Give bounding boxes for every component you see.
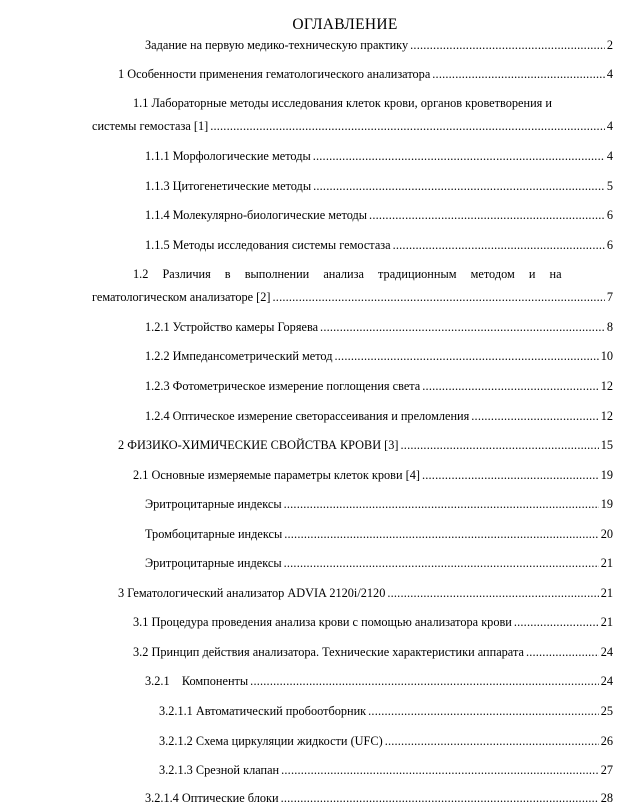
toc-entry[interactable] bbox=[145, 378, 613, 394]
toc-entry-text: 1.2.4 Оптическое измерение светорассеивания и преломления bbox=[145, 409, 470, 423]
toc-page-number: 19 bbox=[600, 468, 613, 482]
toc-entry-text: Тромбоцитарные индексы bbox=[145, 527, 283, 541]
toc-title: ОГЛАВЛЕНИЕ bbox=[292, 16, 398, 33]
toc-entry-text: 1 Особенности применения гематологического анализатора bbox=[118, 67, 431, 81]
toc-entry-text: Эритроцитарные индексы bbox=[145, 497, 282, 511]
toc-leader-dots bbox=[369, 207, 605, 223]
toc-leader-dots bbox=[514, 614, 599, 630]
toc-entry[interactable] bbox=[118, 66, 613, 82]
toc-leader-dots bbox=[273, 289, 605, 305]
toc-entry-text: 3.2.1.3 Срезной клапан bbox=[159, 763, 280, 777]
toc-page-number: 4 bbox=[606, 119, 613, 133]
toc-entry[interactable] bbox=[145, 207, 613, 223]
toc-page-number: 5 bbox=[606, 179, 613, 193]
toc-entry-text: Эритроцитарные индексы bbox=[145, 556, 282, 570]
toc-entry[interactable] bbox=[145, 790, 613, 806]
toc-leader-dots bbox=[335, 348, 599, 364]
toc-leader-dots bbox=[422, 378, 598, 394]
toc-entry[interactable] bbox=[159, 703, 613, 719]
toc-entry-text: Задание на первую медико-техническую практику bbox=[145, 38, 409, 52]
toc-leader-dots bbox=[410, 37, 605, 53]
toc-page-number: 4 bbox=[606, 149, 613, 163]
toc-leader-dots bbox=[471, 408, 598, 424]
toc-entry-text: 3.1 Процедура проведения анализа крови с помощью анализатора крови bbox=[133, 615, 512, 629]
toc-page-number: 7 bbox=[606, 290, 613, 304]
toc-page-number: 19 bbox=[600, 497, 613, 511]
toc-leader-dots bbox=[313, 148, 605, 164]
toc-leader-dots bbox=[250, 673, 599, 689]
toc-page-number: 21 bbox=[600, 586, 613, 600]
toc-leader-dots bbox=[368, 703, 599, 719]
toc-entry-text: 1.1.1 Морфологические методы bbox=[145, 149, 311, 163]
toc-leader-dots bbox=[284, 555, 599, 571]
toc-entry[interactable] bbox=[133, 644, 613, 660]
toc-entry-text: 1.2.2 Импедансометрический метод bbox=[145, 349, 333, 363]
toc-entry[interactable] bbox=[92, 118, 613, 134]
toc-page-number: 28 bbox=[600, 791, 613, 805]
toc-entry[interactable] bbox=[133, 614, 613, 630]
toc-page-number: 4 bbox=[606, 67, 613, 81]
toc-page-number: 21 bbox=[600, 615, 613, 629]
toc-entry-text-line1: 1.1 Лабораторные методы исследования клеток крови, органов кроветворения и bbox=[133, 96, 552, 110]
toc-leader-dots bbox=[422, 467, 599, 483]
toc-entry[interactable] bbox=[133, 266, 613, 282]
toc-page-number: 25 bbox=[600, 704, 613, 718]
toc-entry-text: 1.1.4 Молекулярно-биологические методы bbox=[145, 208, 368, 222]
toc-leader-dots bbox=[526, 644, 599, 660]
toc-leader-dots bbox=[385, 733, 599, 749]
toc-entry[interactable] bbox=[145, 555, 613, 571]
toc-page-number: 24 bbox=[600, 645, 613, 659]
toc-leader-dots bbox=[210, 118, 605, 134]
toc-page-number: 6 bbox=[606, 208, 613, 222]
toc-leader-dots bbox=[281, 790, 599, 806]
toc-entry-text: 1.2.3 Фотометрическое измерение поглощения света bbox=[145, 379, 421, 393]
toc-entry-text: 1.1.5 Методы исследования системы гемостаза bbox=[145, 238, 391, 252]
toc-entry[interactable] bbox=[145, 319, 613, 335]
toc-page-number: 10 bbox=[600, 349, 613, 363]
toc-page-number: 12 bbox=[600, 379, 613, 393]
toc-entry[interactable] bbox=[92, 289, 613, 305]
toc-entry[interactable] bbox=[159, 733, 613, 749]
toc-entry[interactable] bbox=[145, 178, 613, 194]
toc-entry-text: 2 ФИЗИКО-ХИМИЧЕСКИЕ СВОЙСТВА КРОВИ [3] bbox=[118, 438, 399, 452]
toc-leader-dots bbox=[281, 762, 599, 778]
toc-page-number: 8 bbox=[606, 320, 613, 334]
toc-entry-text: 3.2.1 Компоненты bbox=[145, 674, 249, 688]
toc-entry-text: 3.2.1.1 Автоматический пробоотборник bbox=[159, 704, 367, 718]
toc-page-number: 24 bbox=[600, 674, 613, 688]
toc-page-number: 15 bbox=[600, 438, 613, 452]
toc-entry[interactable] bbox=[145, 526, 613, 542]
toc-leader-dots bbox=[393, 237, 605, 253]
toc-entry-text: 3.2.1.4 Оптические блоки bbox=[145, 791, 279, 805]
toc-page-number: 6 bbox=[606, 238, 613, 252]
toc-leader-dots bbox=[313, 178, 605, 194]
toc-entry[interactable] bbox=[118, 585, 613, 601]
toc-entry[interactable] bbox=[159, 762, 613, 778]
toc-entry-text: 1.1.3 Цитогенетические методы bbox=[145, 179, 312, 193]
toc-entry[interactable] bbox=[145, 496, 613, 512]
toc-entry[interactable] bbox=[133, 467, 613, 483]
toc-page-number: 26 bbox=[600, 734, 613, 748]
toc-leader-dots bbox=[284, 526, 598, 542]
toc-page-number: 12 bbox=[600, 409, 613, 423]
toc-entry-text-line1: 1.2 Различия в выполнении анализа традиционным методом и на bbox=[133, 267, 562, 281]
toc-page-number: 2 bbox=[606, 38, 613, 52]
toc-entry-text: 1.2.1 Устройство камеры Горяева bbox=[145, 320, 319, 334]
toc-page-number: 27 bbox=[600, 763, 613, 777]
toc-entry[interactable] bbox=[145, 37, 613, 53]
toc-entry[interactable] bbox=[118, 437, 613, 453]
toc-entry-text-line2: гематологическом анализаторе [2] bbox=[92, 290, 271, 304]
toc-entry[interactable] bbox=[133, 95, 613, 111]
toc-leader-dots bbox=[432, 66, 605, 82]
toc-page-number: 21 bbox=[600, 556, 613, 570]
toc-entry-text-line2: системы гемостаза [1] bbox=[92, 119, 209, 133]
toc-leader-dots bbox=[320, 319, 605, 335]
toc-entry-text: 2.1 Основные измеряемые параметры клеток крови [4] bbox=[133, 468, 420, 482]
toc-entry[interactable] bbox=[145, 237, 613, 253]
toc-entry-text: 3 Гематологический анализатор ADVIA 2120i/2120 bbox=[118, 586, 386, 600]
toc-entry[interactable] bbox=[145, 148, 613, 164]
toc-entry[interactable] bbox=[145, 348, 613, 364]
toc-entry-text: 3.2.1.2 Схема циркуляции жидкости (UFC) bbox=[159, 734, 383, 748]
toc-leader-dots bbox=[284, 496, 599, 512]
toc-page-number: 20 bbox=[600, 527, 613, 541]
toc-entry[interactable] bbox=[145, 673, 613, 689]
toc-leader-dots bbox=[387, 585, 598, 601]
toc-entry-text: 3.2 Принцип действия анализатора. Технические характеристики аппарата bbox=[133, 645, 524, 659]
toc-entry[interactable] bbox=[145, 408, 613, 424]
toc-leader-dots bbox=[401, 437, 599, 453]
